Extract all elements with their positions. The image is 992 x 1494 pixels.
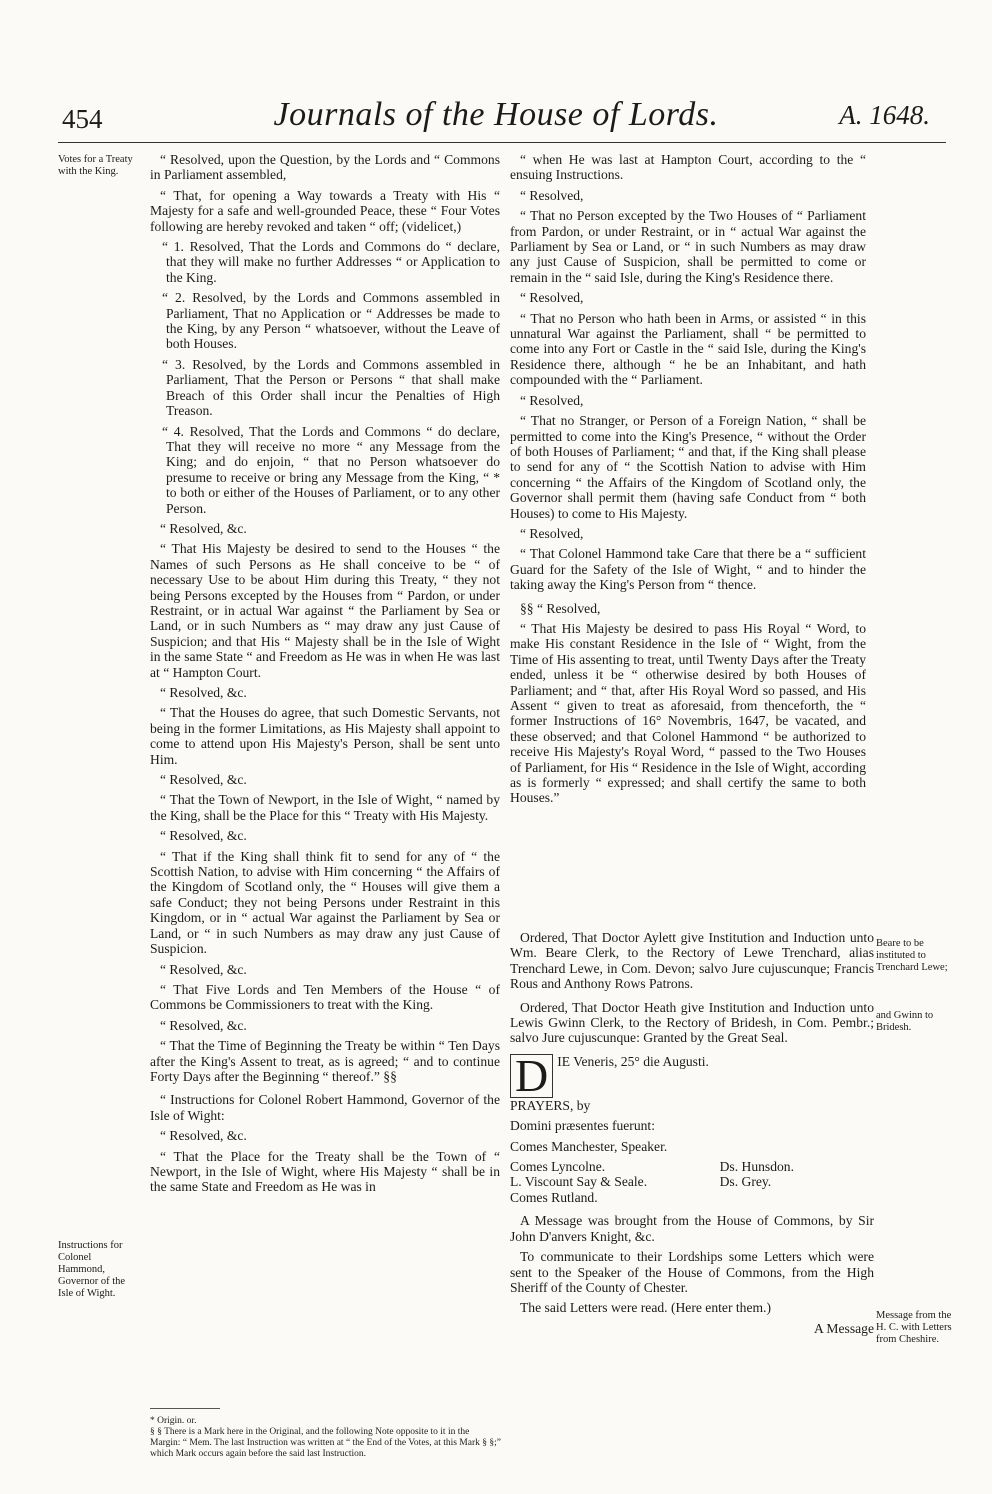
order-beare: Ordered, That Doctor Aylett give Institution and Induction unto Wm. Beare Clerk, to the Rectory of Lewe Trenchard, alias Trenchard Lewe, in Com. Devon; salvo Jure cujuscunque; Francis Rous and Anthony Rows Patrons. — [510, 930, 874, 992]
column-right — [510, 152, 866, 811]
drop-cap: D — [510, 1054, 553, 1098]
order-gwinn: Ordered, That Doctor Heath give Institution and Induction unto Lewis Gwinn Clerk, to the Rectory of Bridesh, in Com. Pembr.; salvo Jure cujuscunque: Granted by the Great Seal. — [510, 999, 874, 1046]
paragraph: “ Resolved, &c. — [160, 1128, 247, 1144]
paragraph: “ That Five Lords and Ten Members of the House “ of Commons be Commissioners to treat with the King. — [150, 981, 500, 1013]
journal-title: Journals of the House of Lords. — [273, 96, 719, 133]
paragraph: “ Resolved, &c. — [160, 685, 247, 700]
paragraph: “ Resolved, — [520, 187, 584, 203]
paragraph: “ That, for opening a Way towards a Treaty with His “ Majesty for a safe and well-grounded Peace, these “ Four Votes following are hereby revoked and taken “ off; (videlicet,) — [150, 187, 500, 234]
footnote: § § There is a Mark here in the Original, and the following Note opposite to it in the Margin: “ Mem. The last Instruction was written at “ the End of the Votes, at this Mark § §;” which Mark occurs again before the said last Instruction. — [150, 1427, 501, 1459]
column-left — [150, 152, 500, 1200]
message-brought: A Message was brought from the House of Commons, by Sir John D'anvers Knight, &c. — [510, 1213, 874, 1244]
paragraph: “ 3. Resolved, by the Lords and Commons assembled in Parliament, That the Person or Persons “ that shall make Breach of this Order shall incur the Penalties of High Treason. — [162, 356, 500, 419]
lords-left — [510, 1159, 647, 1205]
footnote-rule — [150, 1408, 220, 1409]
margin-note-gwinn: and Gwinn to Bridesh. — [876, 1010, 934, 1033]
paragraph: “ That His Majesty be desired to send to the Houses “ the Names of such Persons as He shall conceive to be “ of necessary Use to be about Him during this Treaty, “ they not being Persons excepted by the Houses from “ Pardon, or under Restraint, or in actual War against “ the Parliament by Sea or Land, or in such Numbers as “ may draw any just Cause of Suspicion; and that His “ Majesty shall be in the Isle of Wight in the same State “ and Freedom as He was in when He was last at “ Hampton Court. — [150, 541, 500, 680]
paragraph: “ Instructions for Colonel Robert Hammond, Governor of the Isle of Wight: — [150, 1092, 500, 1123]
paragraph: “ when He was last at Hampton Court, according to the “ ensuing Instructions. — [510, 152, 866, 183]
paragraph: “ 1. Resolved, That the Lords and Commons do “ declare, that they will make no further Addresses “ or Application to the King. — [162, 239, 500, 285]
catchword: A Message — [813, 1320, 874, 1336]
footnotes — [150, 1416, 502, 1460]
lords-right — [720, 1159, 794, 1205]
page-number: 454 — [62, 104, 103, 134]
paragraph: “ That no Person who hath been in Arms, or assisted “ in this unnatural War against the Parliament, shall “ be permitted to come into any Fort or Castle in the “ said Isle, during the King's Residence there, although “ he be an Inhabitant, and hath compounded with the “ Parliament. — [510, 310, 866, 388]
lord: Comes Lyncolne. — [510, 1159, 606, 1175]
lord: L. Viscount Say & Seale. — [510, 1174, 648, 1190]
message-purpose: To communicate to their Lordships some Letters which were sent to the Speaker of the House of Commons, from the High Sheriff of the County of Chester. — [510, 1249, 874, 1295]
prayers: PRAYERS, by — [510, 1097, 591, 1113]
paragraph: “ That if the King shall think fit to send for any of “ the Scottish Nation, to advise with Him concerning “ the Affairs of the Kingdom of Scotland only, the “ Houses will give them a safe Conduct; they not being Persons under Restraint in this Kingdom, or in “ actual War against the Parliament by Sea or Land, or “ in such Numbers as may draw any just Cause of Suspicion. — [150, 848, 500, 957]
margin-note-beare: Beare to be instituted to Trenchard Lewe; — [876, 938, 948, 973]
paragraph: §§ “ Resolved, — [520, 600, 601, 616]
year: A. 1648. — [839, 100, 930, 130]
paragraph: “ That Colonel Hammond take Care that there be a “ sufficient Guard for the Safety of the Isle of Wight, “ and to hinder the taking away the King's Person from “ thence. — [510, 546, 866, 593]
paragraph: “ Resolved, &c. — [160, 828, 247, 844]
paragraph: “ 4. Resolved, That the Lords and Commons “ do declare, That they will receive no more “ any Message from the King; and do enjoin, “ that no Person whatsoever do presume to receive or bring any Message from the King, “ * to both or either of the Houses of Parliament, or to any other Person. — [162, 423, 500, 516]
page-header — [0, 0, 992, 134]
footnote: * Origin. or. — [150, 1416, 197, 1426]
letters-read: The said Letters were read. (Here enter them.) — [520, 1300, 771, 1316]
paragraph: “ That the Place for the Treaty shall be the Town of “ Newport, in the Isle of Wight, where His Majesty “ shall be in the same State and Freedom as He was in — [150, 1148, 500, 1195]
lords-list — [510, 1159, 874, 1205]
lord: Ds. Hunsdon. — [719, 1159, 794, 1175]
paragraph: “ That the Town of Newport, in the Isle of Wight, “ named by the King, shall be the Place for this “ Treaty with His Majesty. — [150, 792, 500, 823]
paragraph: “ Resolved, &c. — [160, 961, 247, 977]
paragraph: “ 2. Resolved, by the Lords and Commons assembled in Parliament, That no Application or “ Addresses be made to the King, by any Person “ whatsoever, without the Leave of both Houses. — [162, 290, 500, 352]
paragraph: “ That no Person excepted by the Two Houses of “ Parliament from Pardon, or under Restraint, or in “ actual War against the Parliament by Sea or Land, or “ in such Numbers as may draw any just Cause of Suspicion, shall be permitted to come or remain in the “ said Isle, during the King's Residence there. — [510, 208, 866, 285]
paragraph: “ Resolved, — [520, 525, 584, 541]
day-heading — [510, 1049, 874, 1101]
paragraph: “ That no Stranger, or Person of a Foreign Nation, “ shall be permitted to come into the King's Presence, “ without the Order of both Houses of Parliament; “ and that, if the King shall please to send for any of “ the Scottish Nation to advise with Him concerning “ the Affairs of the Kingdom of Scotland only, the Governor shall permit them (having safe Conduct from “ both Houses) to come to His Majesty. — [510, 413, 866, 521]
paragraph: “ Resolved, — [520, 290, 584, 306]
speaker: Comes Manchester, Speaker. — [510, 1138, 668, 1154]
paragraph: “ Resolved, &c. — [160, 1017, 247, 1033]
column-right-lower — [510, 930, 874, 1341]
paragraph: “ Resolved, &c. — [160, 772, 247, 788]
margin-note-instructions: Instructions for Colonel Hammond, Governor of the Isle of Wight. — [58, 1240, 126, 1299]
lord: Comes Rutland. — [510, 1189, 598, 1205]
paragraph: “ Resolved, upon the Question, by the Lords and “ Commons in Parliament assembled, — [150, 152, 500, 183]
day-text: IE Veneris, 25° die Augusti. — [557, 1053, 709, 1069]
lord: Ds. Grey. — [719, 1174, 772, 1190]
lords-present: Domini præsentes fuerunt: — [510, 1118, 655, 1134]
paragraph: “ Resolved, — [520, 392, 584, 408]
paragraph: “ Resolved, &c. — [160, 520, 247, 536]
paragraph: “ That His Majesty be desired to pass His Royal “ Word, to make His constant Residence in the Isle of “ Wight, from the Time of His assenting to treat, until Twenty Days after the Treaty ended, unless it be “ otherwise desired by both Houses of Parliament; and “ that, after His Royal Word so passed, and His Assent “ given to treat as aforesaid, from thenceforth, the “ former Instructions of 16° Novembris, 1647, be vacated, and these observed; and that Colonel Hammond “ be authorized to receive His Majesty's Royal Word, “ passed to the Two Houses of Parliament, for His “ Residence in the Isle of Wight, according as is formerly “ expressed; and shall certify the same to both Houses.” — [510, 620, 866, 806]
paragraph: “ That the Time of Beginning the Treaty be within “ Ten Days after the King's Assent to treat, as is agreed; “ and to continue Forty Days after the Beginning “ thereof.” §§ — [150, 1038, 500, 1084]
margin-note-votes: Votes for a Treaty with the King. — [58, 154, 133, 177]
paragraph: “ That the Houses do agree, that such Domestic Servants, not being in the former Limitations, as His Majesty shall appoint to come to attend upon His Majesty's Person, shall be sent unto Him. — [150, 705, 500, 767]
header-rule — [58, 142, 946, 143]
margin-note-message: Message from the H. C. with Letters from Cheshire. — [876, 1310, 952, 1345]
